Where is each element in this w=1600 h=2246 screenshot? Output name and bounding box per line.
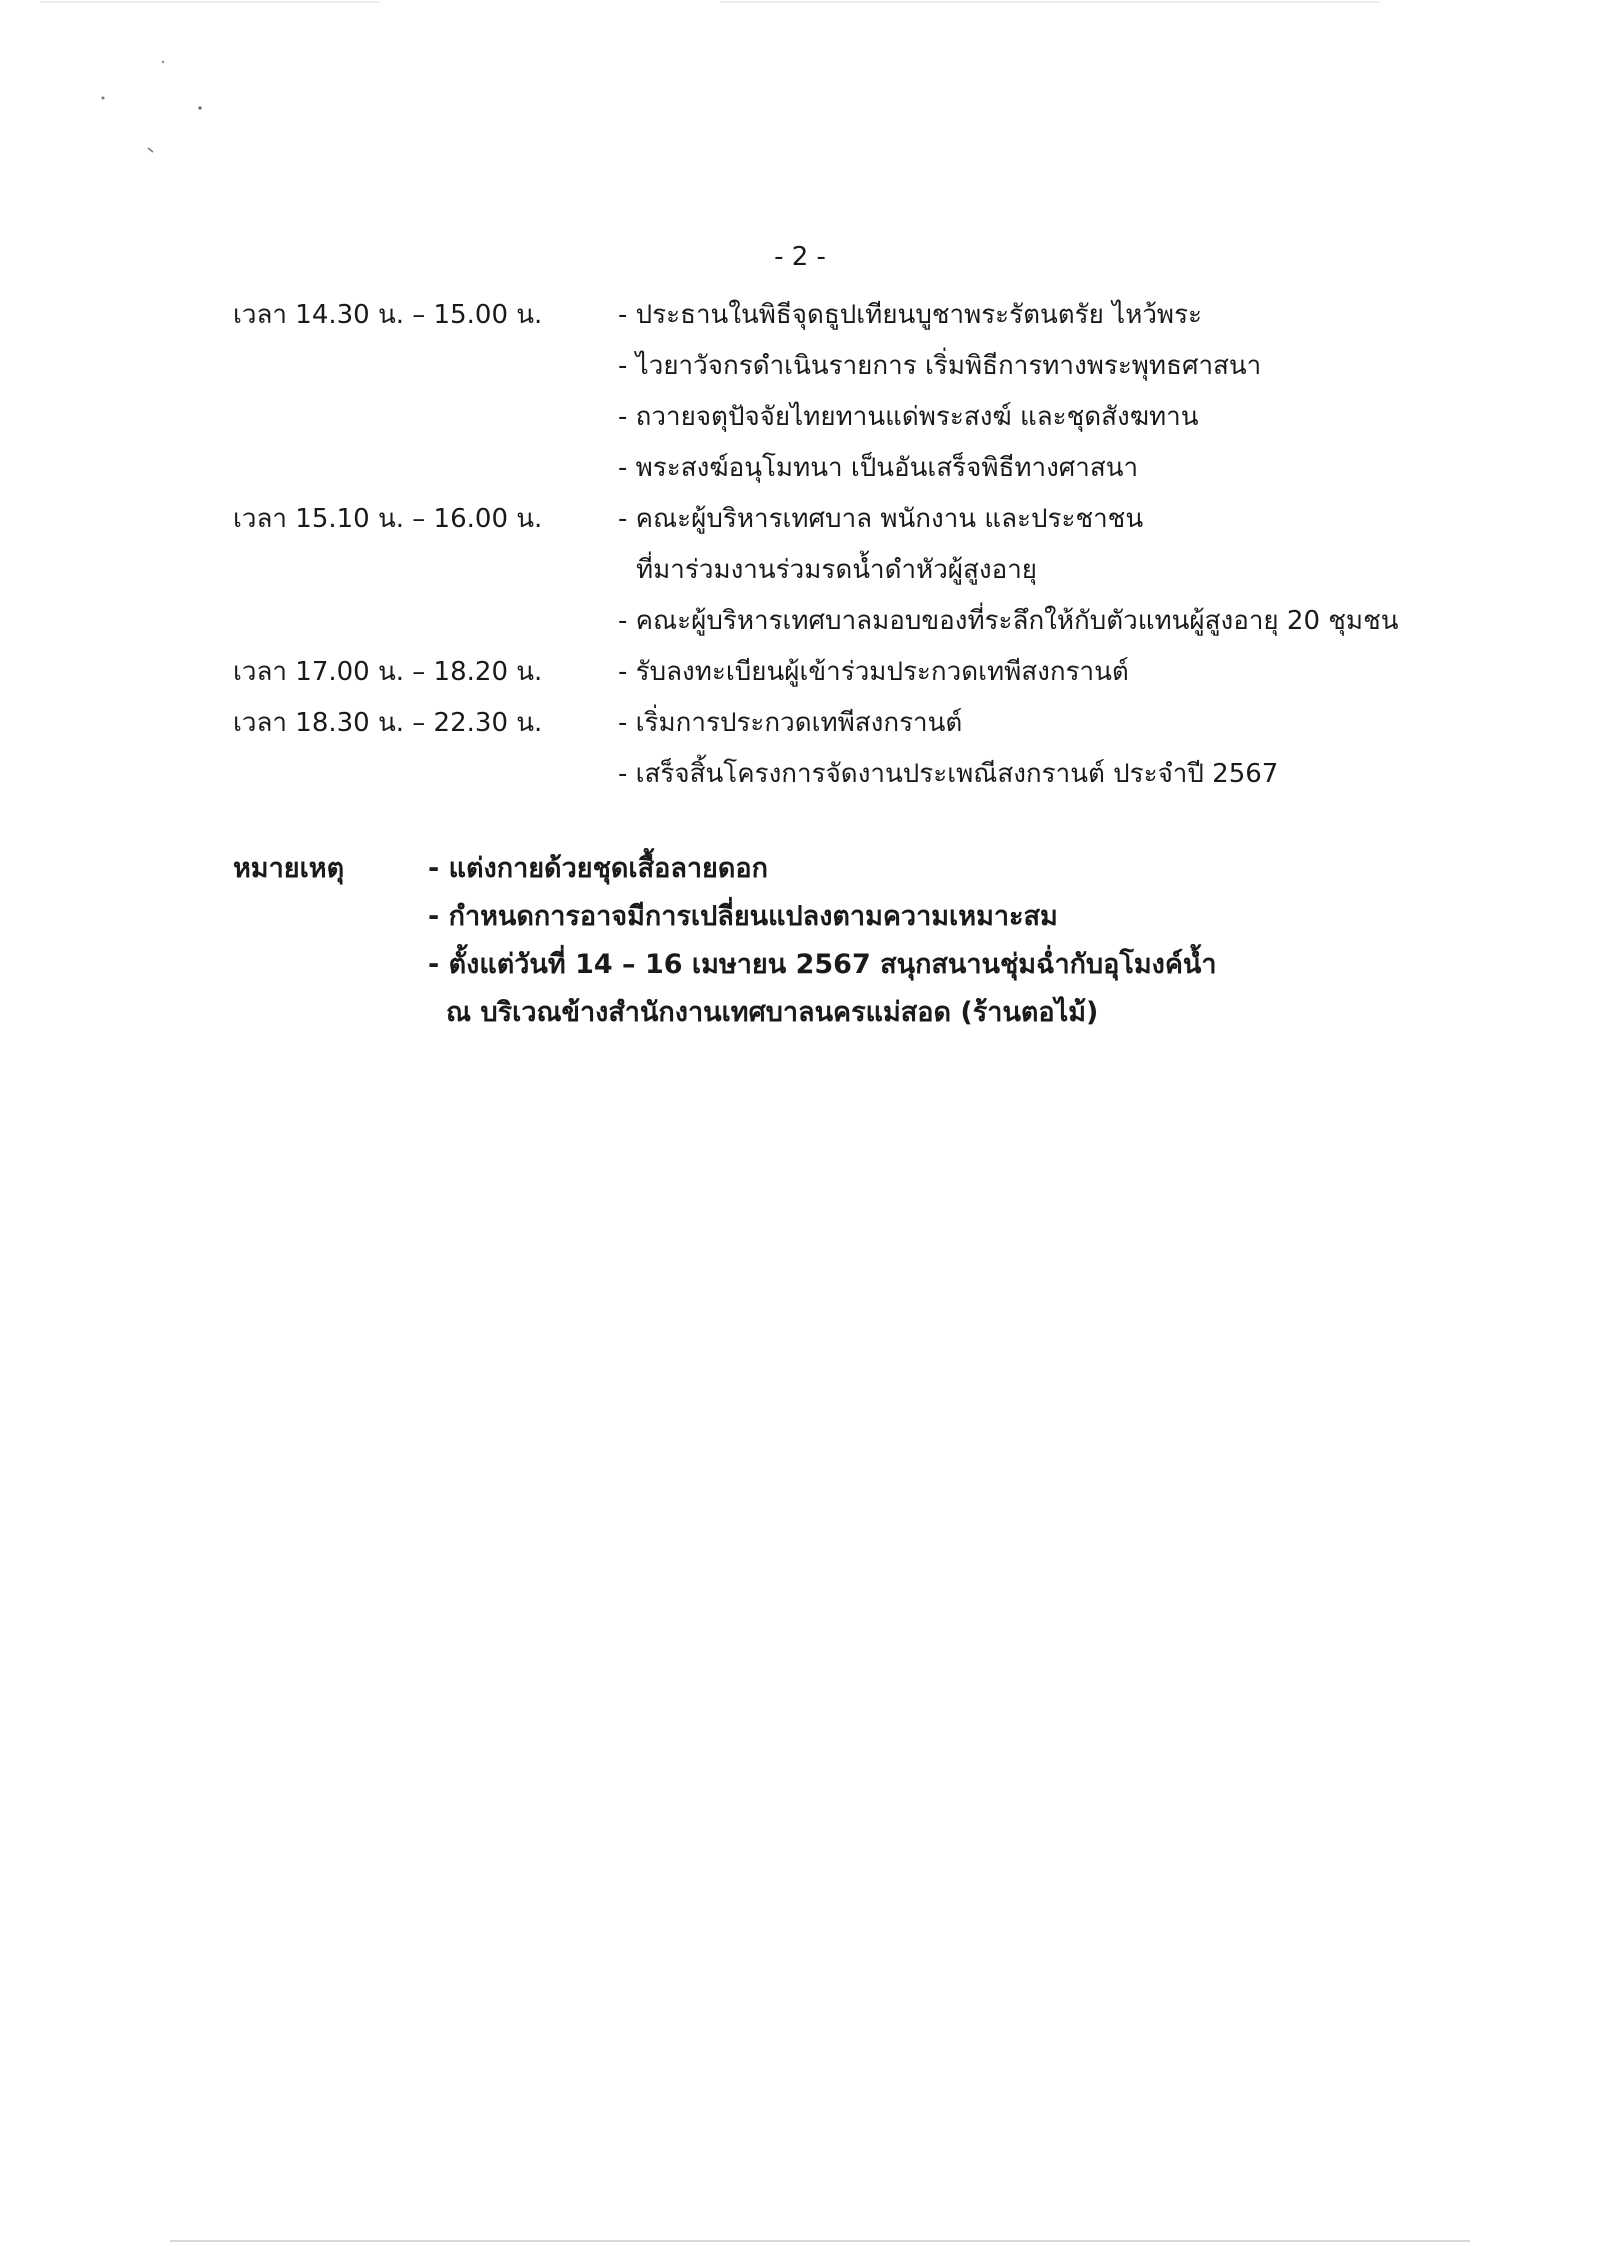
schedule-slot (233, 494, 1483, 647)
remark-item: - ตั้งแต่วันที่ 14 – 16 เมษายน 2567 สนุกสนานชุ่มฉ่ำกับอุโมงค์น้ำ (428, 949, 1217, 980)
slot-activities (618, 698, 1483, 800)
activity-item: - ไวยาวัจกรดำเนินรายการ เริ่มพิธีการทางพระพุทธศาสนา (618, 351, 1262, 381)
slot-time: เวลา 18.30 น. – 22.30 น. (233, 708, 543, 738)
remarks-label: หมายเหตุ (233, 853, 345, 884)
slot-time: เวลา 17.00 น. – 18.20 น. (233, 657, 543, 687)
slot-time: เวลา 15.10 น. – 16.00 น. (233, 504, 543, 534)
remark-item-continuation: ณ บริเวณข้างสำนักงานเทศบาลนครแม่สอด (ร้านตอไม้) (446, 997, 1099, 1028)
remark-item: - กำหนดการอาจมีการเปลี่ยนแปลงตามความเหมาะสม (428, 901, 1058, 932)
page-number: - 2 - (774, 242, 826, 272)
slot-activities (618, 290, 1483, 494)
activity-item: - ประธานในพิธีจุดธูปเทียนบูชาพระรัตนตรัย ไหว้พระ (618, 300, 1202, 330)
schedule-list (233, 290, 1483, 800)
activity-item-continuation: ที่มาร่วมงานร่วมรดน้ำดำหัวผู้สูงอายุ (636, 555, 1038, 585)
remark-item: - แต่งกายด้วยชุดเสื้อลายดอก (428, 853, 768, 884)
activity-item: - คณะผู้บริหารเทศบาลมอบของที่ระลึกให้กับตัวแทนผู้สูงอายุ 20 ชุมชน (618, 606, 1399, 636)
activity-item: - คณะผู้บริหารเทศบาล พนักงาน และประชาชน (618, 504, 1144, 534)
slot-activities (618, 647, 1483, 698)
slot-activities (618, 494, 1483, 647)
schedule-slot (233, 290, 1483, 494)
remarks-list (428, 845, 1483, 1037)
activity-item: - รับลงทะเบียนผู้เข้าร่วมประกวดเทพีสงกรานต์ (618, 657, 1129, 687)
scan-bottom-edge (170, 2240, 1470, 2242)
activity-item: - เริ่มการประกวดเทพีสงกรานต์ (618, 708, 963, 738)
activity-item: - พระสงฆ์อนุโมทนา เป็นอันเสร็จพิธีทางศาสนา (618, 453, 1139, 483)
schedule-slot (233, 698, 1483, 800)
remarks-section (233, 845, 1483, 1037)
schedule-slot (233, 647, 1483, 698)
activity-item: - เสร็จสิ้นโครงการจัดงานประเพณีสงกรานต์ ประจำปี 2567 (618, 759, 1279, 789)
slot-time: เวลา 14.30 น. – 15.00 น. (233, 300, 543, 330)
activity-item: - ถวายจตุปัจจัยไทยทานแด่พระสงฆ์ และชุดสังฆทาน (618, 402, 1199, 432)
